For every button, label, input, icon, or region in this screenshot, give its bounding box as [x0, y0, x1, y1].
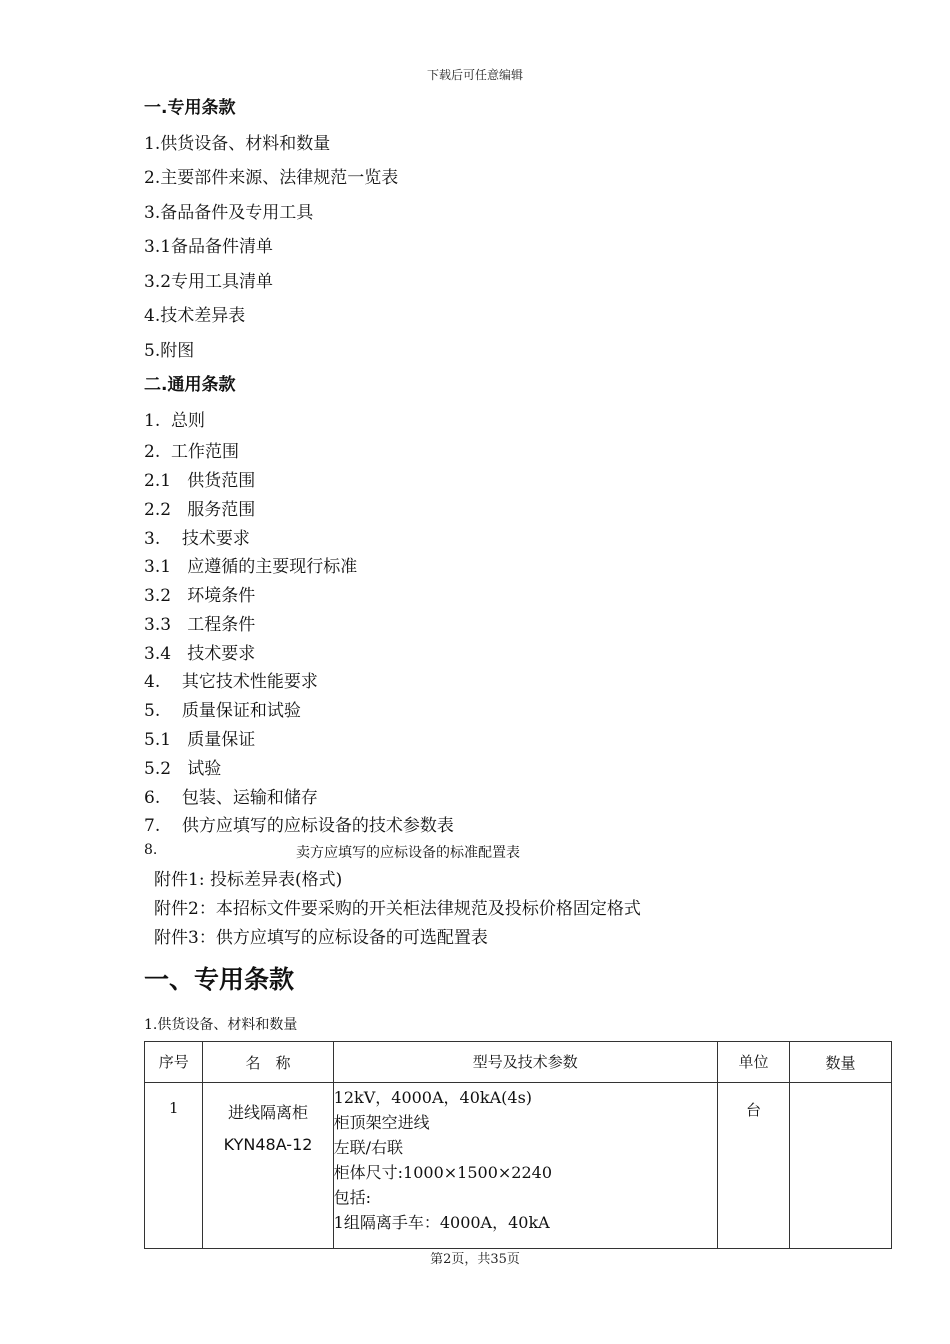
- toc-item: 4.技术差异表: [144, 306, 246, 326]
- toc-item: 3.2 环境条件: [144, 586, 256, 606]
- table-caption: 1.供货设备、材料和数量: [144, 1017, 298, 1033]
- toc-item: 3.2专用工具清单: [144, 272, 274, 292]
- table-header-row: [145, 1042, 892, 1083]
- param-line: 柜体尺寸:1000×1500×2240: [333, 1163, 553, 1182]
- header-note: 下载后可任意编辑: [426, 68, 523, 82]
- toc-item: 2.2 服务范围: [144, 500, 256, 520]
- toc-item: 2. 工作范围: [144, 442, 240, 462]
- cell-params: [333, 1083, 717, 1249]
- cell-name-line2: KYN48A-12: [223, 1135, 313, 1154]
- toc-annex: 附件1: 投标差异表(格式): [154, 870, 343, 890]
- header-name: 名 称: [203, 1042, 333, 1083]
- toc-item: 3. 技术要求: [144, 529, 250, 549]
- toc-item: 5.附图: [144, 341, 195, 361]
- param-line: 12kV，4000A，40kA(4s): [333, 1088, 533, 1107]
- supply-table: [144, 1041, 892, 1249]
- toc-item: 2.1 供货范围: [144, 471, 256, 491]
- table-row: [145, 1083, 892, 1249]
- toc-item: 5.2 试验: [144, 759, 222, 779]
- toc-item: 7. 供方应填写的应标设备的技术参数表: [144, 816, 454, 836]
- toc-item: 3.备品备件及专用工具: [144, 203, 314, 223]
- header-no: 序号: [145, 1042, 203, 1083]
- cell-name-line1: 进线隔离柜: [228, 1103, 309, 1122]
- cell-no: 1: [145, 1083, 203, 1249]
- header-qty: 数量: [790, 1042, 892, 1083]
- header-params: 型号及技术参数: [333, 1042, 717, 1083]
- toc-item: 3.1备品备件清单: [144, 237, 274, 257]
- toc-item: 1. 总则: [144, 411, 206, 431]
- toc-annex: 附件2：本招标文件要采购的开关柜法律规范及投标价格固定格式: [154, 899, 641, 919]
- toc-item: 5.1 质量保证: [144, 730, 256, 750]
- toc-item: 3.3 工程条件: [144, 615, 256, 635]
- toc-item: 4. 其它技术性能要求: [144, 672, 318, 692]
- param-line: 1组隔离手车：4000A，40kA: [333, 1213, 550, 1232]
- toc-item: 2.主要部件来源、法律规范一览表: [144, 168, 399, 188]
- toc-item8-number: 8.: [144, 842, 158, 858]
- cell-qty: [790, 1083, 892, 1249]
- toc-section2-title: 二.通用条款: [144, 375, 236, 395]
- toc-item8-text: 卖方应填写的应标设备的标准配置表: [296, 845, 520, 861]
- param-line: 包括:: [333, 1188, 372, 1207]
- param-line: 左联/右联: [333, 1138, 404, 1157]
- cell-unit: 台: [717, 1083, 789, 1249]
- toc-item: 3.4 技术要求: [144, 644, 256, 664]
- toc-annex: 附件3：供方应填写的应标设备的可选配置表: [154, 928, 488, 948]
- footer-page-info: 第2页，共35页: [430, 1252, 520, 1267]
- toc-item: 5. 质量保证和试验: [144, 701, 301, 721]
- main-section-title: 一、专用条款: [144, 965, 295, 994]
- header-unit: 单位: [717, 1042, 789, 1083]
- toc-section1-title: 一.专用条款: [144, 98, 236, 118]
- param-line: 柜顶架空进线: [333, 1113, 430, 1132]
- toc-item: 1.供货设备、材料和数量: [144, 134, 331, 154]
- cell-name: [203, 1083, 333, 1249]
- toc-item: 3.1 应遵循的主要现行标准: [144, 557, 358, 577]
- toc-item: 6. 包装、运输和储存: [144, 788, 318, 808]
